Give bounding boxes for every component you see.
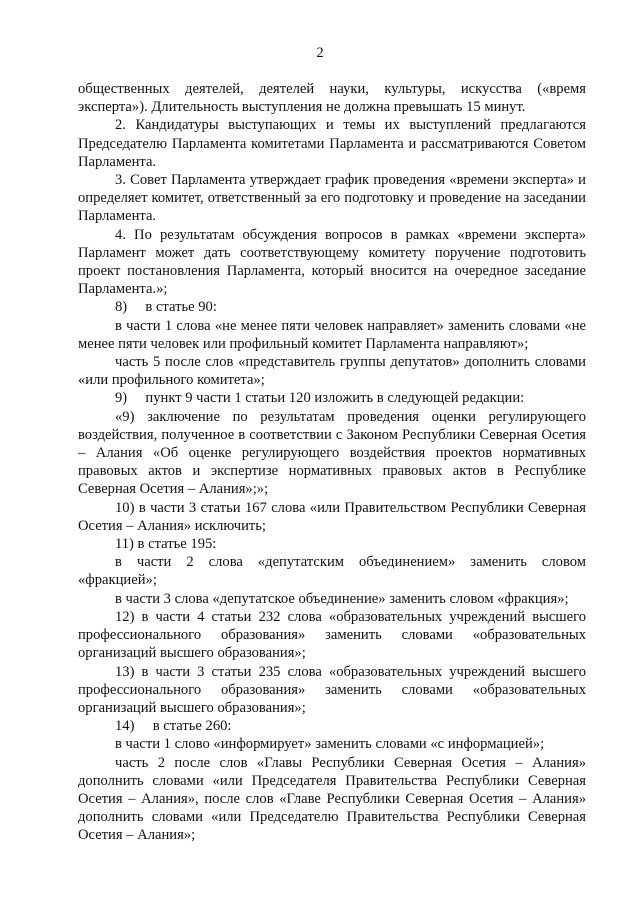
paragraph: в части 3 слова «депутатское объединение» заменить словом «фракция»; bbox=[115, 590, 569, 607]
paragraph: в части 2 слова «депутатским объединением» заменить словом «фракцией»; bbox=[78, 554, 586, 589]
paragraph: 13) в части 3 статьи 235 слова «образовательных учреждений высшего профессионального образования» заменить словами «образовательных организаций высшего образования»; bbox=[78, 663, 586, 716]
paragraph: 2. Кандидатуры выступающих и темы их выступлений предлагаются Председателю Парламента комитетами Парламента и рассматриваются Советом Парламента. bbox=[78, 117, 586, 170]
paragraph: 11) в статье 195: bbox=[115, 536, 217, 553]
page-number: 2 bbox=[316, 45, 324, 61]
paragraph: 12) в части 4 статьи 232 слова «образовательных учреждений высшего профессионального образования» заменить словами «образовательных организаций высшего образования»; bbox=[78, 608, 586, 662]
paragraph: «9) заключение по результатам проведения оценки регулирующего воздействия, полученное в соответствии с Законом Республики Северная Осетия – Алания «Об оценке регулирующего воздействия проектов нормативных правовых актов и экспертизе нормативных правовых актов в Республике Северная Осетия – Алания»;»; bbox=[78, 408, 586, 498]
document-body bbox=[78, 80, 586, 845]
paragraph: 3. Совет Парламента утверждает график проведения «времени эксперта» и определяет комитет, ответственный за его подготовку и проведение на заседании Парламента. bbox=[78, 172, 586, 225]
paragraph: 9) пункт 9 части 1 статьи 120 изложить в следующей редакции: bbox=[115, 390, 525, 407]
paragraph: 4. По результатам обсуждения вопросов в рамках «времени эксперта» Парламент может дать соответствующему комитету поручение подготовить проект постановления Парламента, который вносится на очередное заседание Парламента.»; bbox=[78, 226, 586, 298]
paragraph: 14) в статье 260: bbox=[115, 718, 232, 735]
paragraph: общественных деятелей, деятелей науки, культуры, искусства («время эксперта»). Длительность выступления не должна превышать 15 минут. bbox=[78, 81, 586, 116]
paragraph: 8) в статье 90: bbox=[115, 299, 217, 316]
paragraph: в части 1 слова «не менее пяти человек направляет» заменить словами «не менее пяти человек или профильный комитет Парламента направляют»; bbox=[78, 317, 586, 352]
paragraph: 10) в части 3 статьи 167 слова «или Правительством Республики Северная Осетия – Алания» исключить; bbox=[78, 499, 586, 534]
paragraph: в части 1 слово «информирует» заменить словами «с информацией»; bbox=[115, 736, 545, 753]
paragraph: часть 5 после слов «представитель группы депутатов» дополнить словами «или профильного комитета»; bbox=[78, 354, 586, 389]
paragraph: часть 2 после слов «Главы Республики Северная Осетия – Алания» дополнить словами «или Председателя Правительства Республики Северная Осетия – Алания», после слов «Главе Республики Северная Осетия – Алания» дополнить словами «или Председателю Правительства Республики Северная Осетия – Алания»; bbox=[78, 754, 586, 844]
